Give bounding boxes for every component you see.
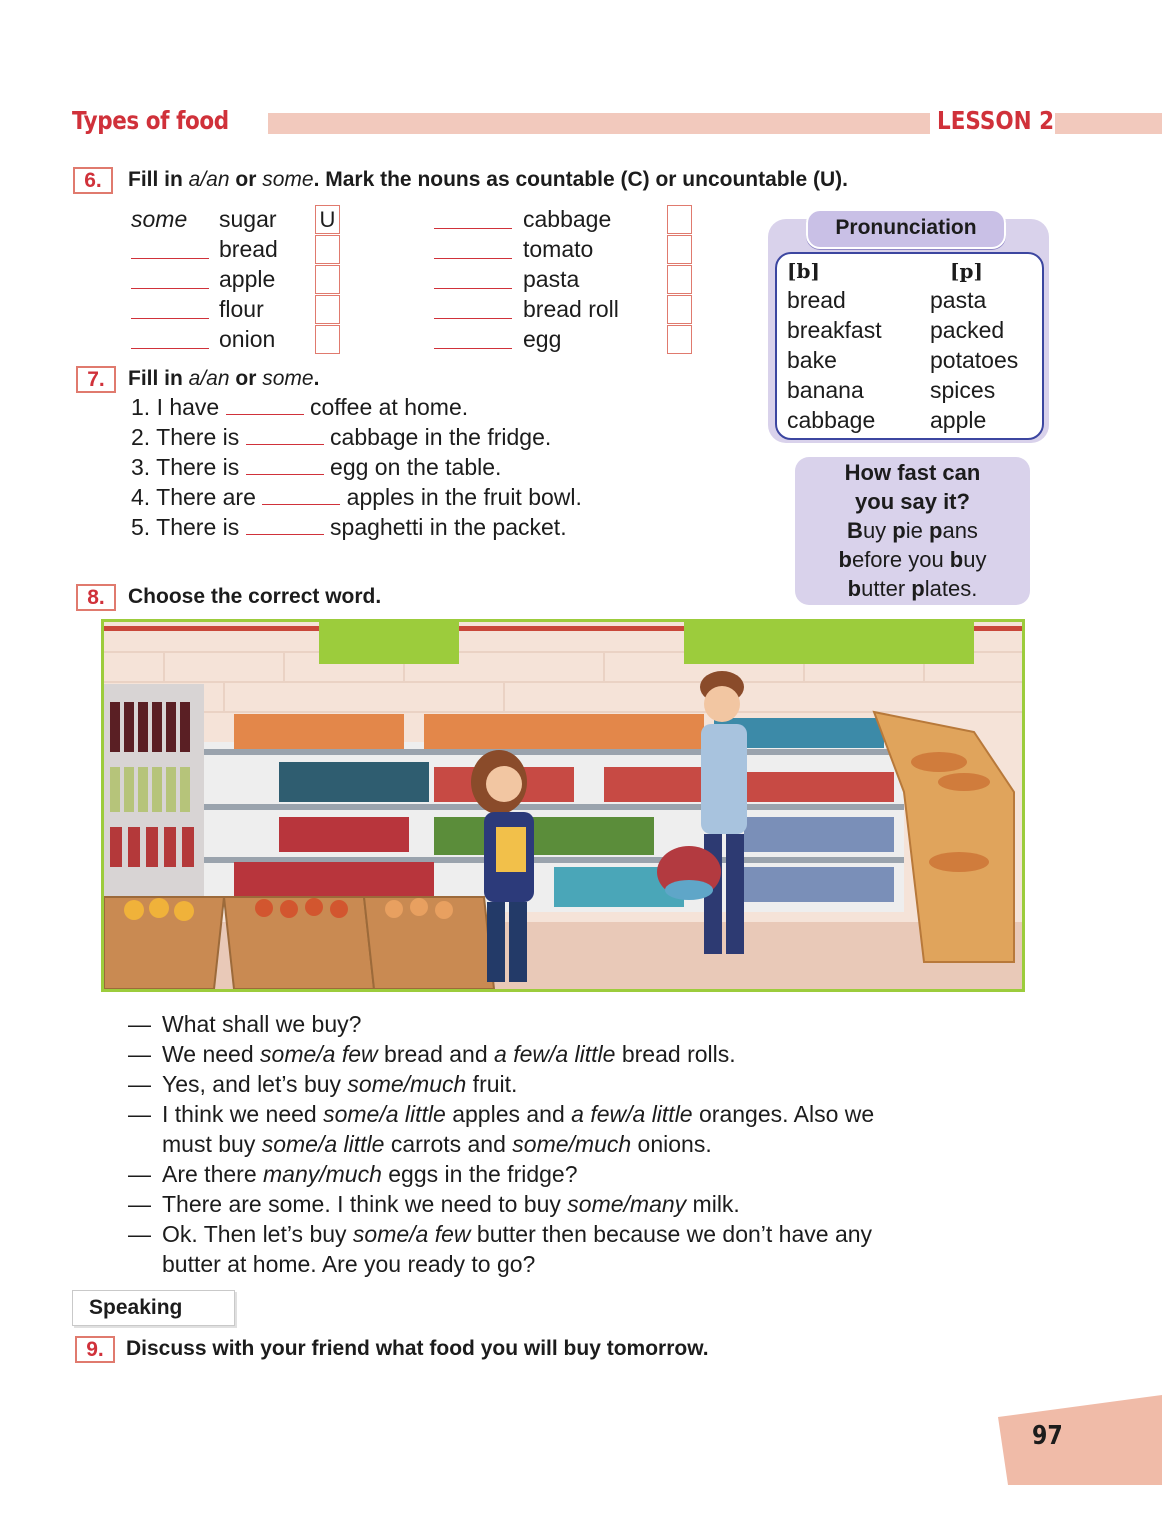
answer-blank[interactable] xyxy=(131,328,209,349)
answer-blank[interactable] xyxy=(434,268,512,289)
exercise-9-number: 9. xyxy=(75,1336,115,1363)
b-word: bread xyxy=(787,287,846,313)
p-word: packed xyxy=(930,317,1005,343)
answer-blank[interactable] xyxy=(226,394,304,415)
supermarket-illustration xyxy=(101,619,1025,992)
example-mark-box: U xyxy=(315,205,340,234)
pronunciation-title: Pronunciation xyxy=(806,209,1006,249)
word-choice[interactable]: some/many xyxy=(567,1191,687,1217)
answer-blank[interactable] xyxy=(262,484,340,505)
b-word: banana xyxy=(787,377,864,403)
dialogue-line: must buy some/a little carrots and some/much onions. xyxy=(162,1131,712,1157)
header-band xyxy=(268,113,930,134)
word-choice[interactable]: a few/a little xyxy=(494,1041,616,1067)
b-word: bake xyxy=(787,347,837,373)
mark-box[interactable] xyxy=(667,205,692,234)
answer-blank[interactable] xyxy=(434,238,512,259)
tongue-twister-heading-2: you say it? xyxy=(855,489,970,514)
b-word: breakfast xyxy=(787,317,882,343)
answer-blank[interactable] xyxy=(434,328,512,349)
mark-box[interactable] xyxy=(315,235,340,264)
example-answer: some xyxy=(131,206,188,232)
sentence-4: 4. There are apples in the fruit bowl. xyxy=(131,484,582,510)
noun-sugar: sugar xyxy=(219,206,277,232)
word-choice[interactable]: a few/a little xyxy=(571,1101,693,1127)
mark-box[interactable] xyxy=(315,325,340,354)
sentence-5: 5. There is spaghetti in the packet. xyxy=(131,514,567,540)
tongue-twister-box xyxy=(795,457,1030,605)
b-word: cabbage xyxy=(787,407,876,433)
mark-box[interactable] xyxy=(315,265,340,294)
word-choice[interactable]: some/a few xyxy=(260,1041,378,1067)
dialogue-line: — There are some. I think we need to buy some/many milk. xyxy=(128,1191,740,1217)
tongue-twister-line: Buy pie pans xyxy=(847,518,978,543)
sentence-3: 3. There is egg on the table. xyxy=(131,454,502,480)
sentence-1: 1. I have coffee at home. xyxy=(131,394,469,420)
lesson-label: LESSON 2 xyxy=(937,106,1055,135)
p-word: apple xyxy=(930,407,987,433)
noun-bread-roll: bread roll xyxy=(523,296,619,322)
exercise-6-instruction: Fill in a/an or some. Mark the nouns as countable (C) or uncountable (U). xyxy=(128,168,848,191)
sentence-2: 2. There is cabbage in the fridge. xyxy=(131,424,552,450)
dialogue-line: — I think we need some/a little apples and a few/a little oranges. Also we xyxy=(128,1101,875,1127)
answer-blank[interactable] xyxy=(131,238,209,259)
word-choice[interactable]: some/much xyxy=(347,1071,467,1097)
exercise-8-instruction: Choose the correct word. xyxy=(128,585,382,608)
page-number-tab xyxy=(998,1395,1162,1485)
tongue-twister-line: butter plates. xyxy=(847,576,978,601)
p-word: potatoes xyxy=(930,347,1019,373)
mark-box[interactable] xyxy=(667,265,692,294)
page-title: Types of food xyxy=(72,106,229,135)
noun-onion: onion xyxy=(219,326,276,352)
dialogue-line: — What shall we buy? xyxy=(128,1011,362,1037)
noun-flour: flour xyxy=(219,296,264,322)
mark-box[interactable] xyxy=(315,295,340,324)
dialogue-line: — Ok. Then let’s buy some/a few butter then because we don’t have any xyxy=(128,1221,873,1247)
exercise-6-number: 6. xyxy=(73,167,113,194)
p-word: pasta xyxy=(930,287,987,313)
dialogue-line: — We need some/a few bread and a few/a little bread rolls. xyxy=(128,1041,736,1067)
p-word: spices xyxy=(930,377,996,403)
answer-blank[interactable] xyxy=(246,514,324,535)
exercise-9-instruction: Discuss with your friend what food you will buy tomorrow. xyxy=(126,1337,709,1360)
noun-pasta: pasta xyxy=(523,266,580,292)
dialogue-line: — Are there many/much eggs in the fridge? xyxy=(128,1161,578,1187)
tongue-twister-line: before you buy xyxy=(838,547,987,572)
noun-egg: egg xyxy=(523,326,562,352)
answer-blank[interactable] xyxy=(246,424,324,445)
dialogue-line: butter at home. Are you ready to go? xyxy=(162,1251,536,1277)
word-choice[interactable]: some/a few xyxy=(352,1221,471,1247)
b-sound-heading: [b] xyxy=(787,259,820,283)
p-word-list xyxy=(930,285,1018,435)
exercise-7-instruction: Fill in a/an or some. xyxy=(128,367,320,390)
dialogue-line: — Yes, and let’s buy some/much fruit. xyxy=(128,1071,518,1097)
b-word-list xyxy=(787,285,882,435)
answer-blank[interactable] xyxy=(131,298,209,319)
mark-box[interactable] xyxy=(667,235,692,264)
noun-cabbage: cabbage xyxy=(523,206,612,232)
answer-blank[interactable] xyxy=(246,454,324,475)
answer-blank[interactable] xyxy=(434,298,512,319)
header-band-right xyxy=(1055,113,1162,134)
answer-blank[interactable] xyxy=(434,208,512,229)
dialogue xyxy=(128,1009,874,1279)
noun-bread: bread xyxy=(219,236,278,262)
word-choice[interactable]: many/much xyxy=(263,1161,382,1187)
mark-box[interactable] xyxy=(667,325,692,354)
word-choice[interactable]: some/much xyxy=(512,1131,632,1157)
noun-apple: apple xyxy=(219,266,276,292)
exercise-8-number: 8. xyxy=(76,584,116,611)
answer-blank[interactable] xyxy=(131,268,209,289)
mark-box[interactable] xyxy=(667,295,692,324)
exercise-7-number: 7. xyxy=(76,366,116,393)
noun-tomato: tomato xyxy=(523,236,594,262)
page-number: 97 xyxy=(1032,1421,1063,1451)
word-choice[interactable]: some/a little xyxy=(323,1101,446,1127)
tongue-twister-heading-1: How fast can xyxy=(844,460,981,485)
speaking-label: Speaking xyxy=(72,1290,235,1326)
p-sound-heading: [p] xyxy=(950,259,983,283)
word-choice[interactable]: some/a little xyxy=(261,1131,385,1157)
